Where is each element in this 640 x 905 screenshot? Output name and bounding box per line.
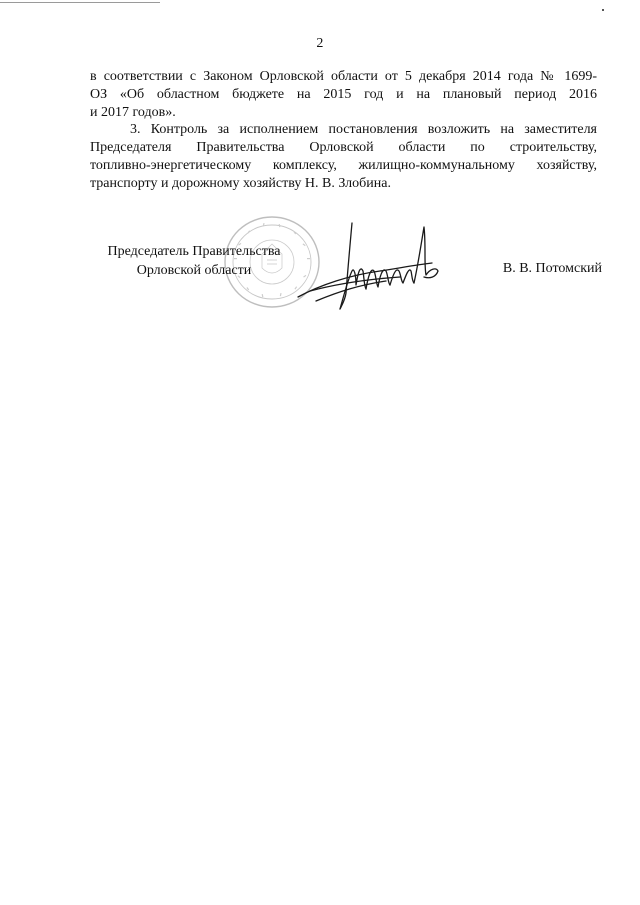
signatory-position-line1: Председатель Правительства bbox=[107, 244, 281, 259]
text-line: 3. Контроль за исполнением постановления возложить на заместителя bbox=[130, 122, 597, 138]
paragraph-control-clause bbox=[90, 121, 597, 192]
document-body bbox=[90, 68, 597, 193]
text-line: топливно-энергетическому комплексу, жилищно-коммунальному хозяйству, bbox=[90, 157, 597, 173]
signatory-name: В. В. Потомский bbox=[502, 261, 602, 276]
signatory-position bbox=[100, 243, 288, 280]
text-line: и 2017 годов». bbox=[90, 104, 176, 120]
scan-artifact-dot bbox=[602, 9, 604, 11]
text-line: Председателя Правительства Орловской области по строительству, bbox=[90, 140, 597, 156]
page-number: 2 bbox=[316, 36, 324, 51]
text-line: в соответствии с Законом Орловской области от 5 декабря 2014 года № 1699- bbox=[90, 69, 597, 84]
text-line: транспорту и дорожному хозяйству Н. В. Злобина. bbox=[90, 175, 391, 191]
scan-artifact-line bbox=[0, 2, 160, 3]
paragraph-budget-law bbox=[90, 68, 597, 121]
text-line: ОЗ «Об областном бюджете на 2015 год и на плановый период 2016 bbox=[90, 86, 597, 102]
handwritten-signature bbox=[290, 205, 440, 325]
signatory-position-line2: Орловской области bbox=[136, 262, 252, 278]
